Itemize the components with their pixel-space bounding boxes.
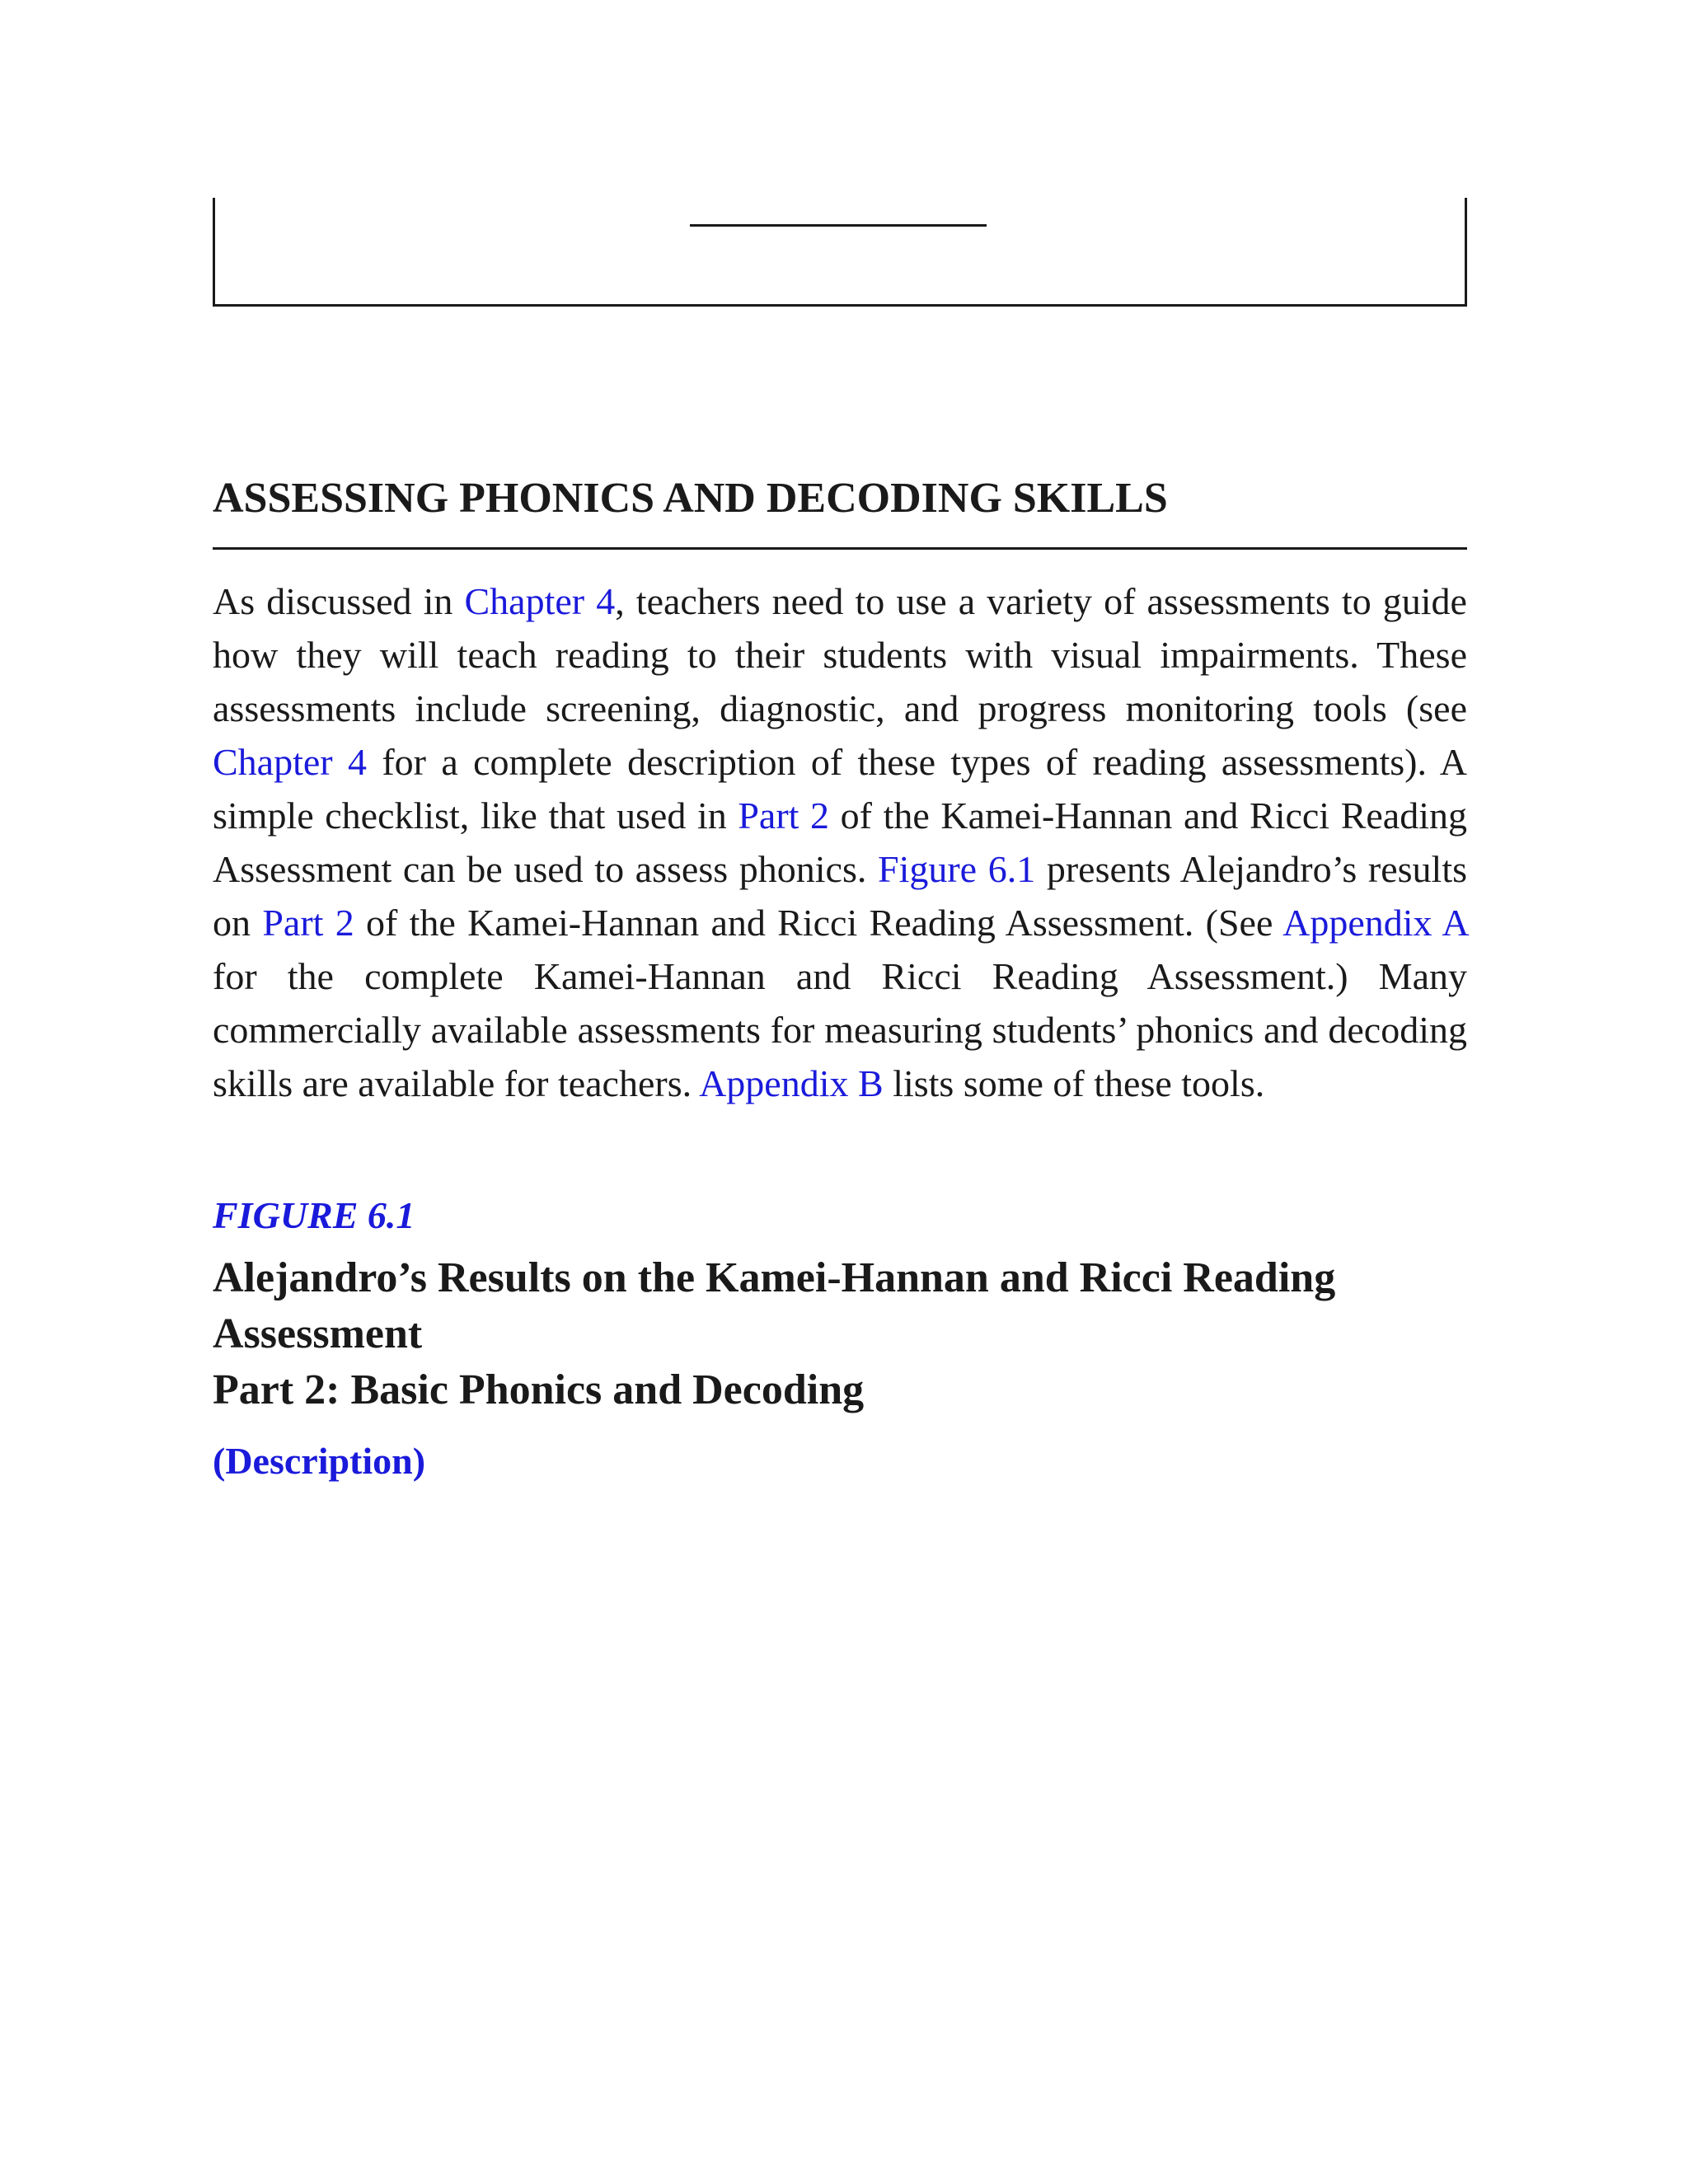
figure-subtitle: Part 2: Basic Phonics and Decoding	[213, 1366, 865, 1413]
previous-figure-box-bottom	[213, 198, 1467, 307]
figure-6-1-link[interactable]: Figure 6.1	[877, 848, 1036, 890]
figure-label: FIGURE 6.1	[213, 1194, 415, 1236]
paragraph-text: As discussed in	[213, 580, 465, 622]
part-2-link[interactable]: Part 2	[738, 794, 830, 837]
footnote-rule	[690, 224, 987, 227]
chapter-4-link[interactable]: Chapter 4	[213, 741, 367, 783]
section-heading: ASSESSING PHONICS AND DECODING SKILLS	[213, 470, 1467, 550]
part-2-link[interactable]: Part 2	[262, 902, 354, 944]
body-paragraph	[213, 574, 1467, 1110]
appendix-b-link[interactable]: Appendix B	[699, 1062, 884, 1104]
paragraph-text: , teachers need to use a variety of assessments to guide how they will teach reading to their students with visual impairments. These assessments include screening, diagnostic, and progress monitoring tools (see	[213, 580, 1467, 729]
paragraph-text: lists some of these tools.	[883, 1062, 1265, 1104]
main-content	[213, 470, 1467, 1486]
paragraph-text: for a complete description of these types of reading assessments). A simple checklist, like that used in	[213, 741, 1467, 837]
figure-title: Alejandro’s Results on the Kamei-Hannan and Ricci Reading Assessment	[213, 1254, 1336, 1357]
chapter-4-link[interactable]: Chapter 4	[464, 580, 616, 622]
paragraph-text: of the Kamei-Hannan and Ricci Reading Assessment can be used to assess phonics.	[213, 794, 1467, 890]
paragraph-text: for the complete Kamei-Hannan and Ricci Reading Assessment.) Many commercially available assessments for measuring students’ phonics and decoding skills are available for teachers.	[213, 955, 1467, 1104]
figure-description-link[interactable]: (Description)	[213, 1440, 426, 1482]
appendix-a-link[interactable]: Appendix A	[1282, 902, 1468, 944]
paragraph-text: of the Kamei-Hannan and Ricci Reading Assessment. (See	[354, 902, 1283, 944]
paragraph-text: presents Alejandro’s results on	[213, 848, 1467, 944]
